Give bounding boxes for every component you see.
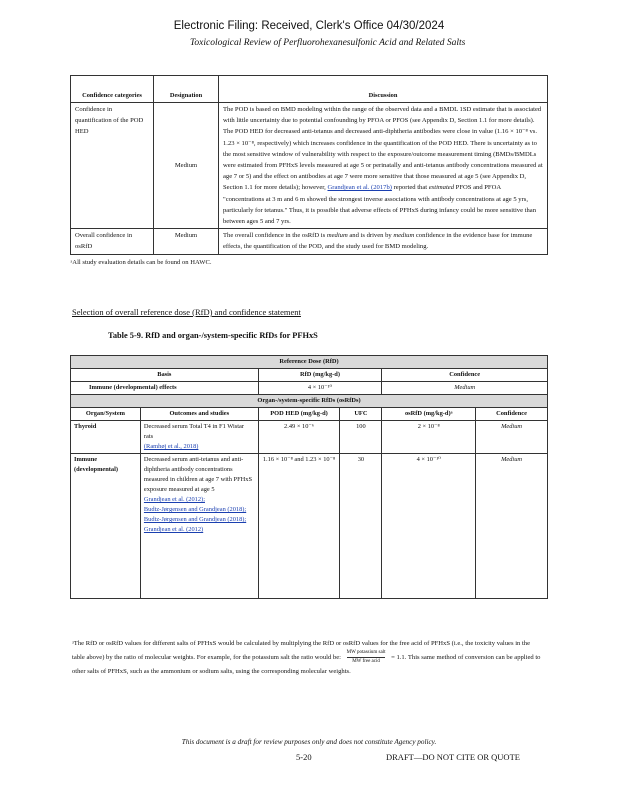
os-confidence-cell: Medium (476, 454, 548, 599)
conversion-text: ᵃThe RfD or osRfD values for different salts of PFHxS would be calculated by multiplying the RfD or osRfD values for the free acid of PFHxS (i.e., the toxicity values in the table above) by the ratio of molecular weights. For example, for the potassium salt the ratio would be: (72, 640, 531, 662)
ratio-denominator: MW free acid (352, 659, 380, 665)
conversion-note (72, 638, 542, 678)
table-row (71, 454, 548, 599)
filing-stamp: Electronic Filing: Received, Clerk's Office 04/30/2024 (173, 20, 445, 32)
table-row (71, 103, 548, 229)
outcome-cell (140, 421, 258, 454)
basis-cell: Immune (developmental) effects (71, 382, 259, 395)
outcome-cell (140, 454, 258, 599)
organ-cell: Immune (developmental) (71, 454, 141, 599)
study-link[interactable]: (Ramhøj et al., 2018) (143, 443, 199, 450)
section-heading: Selection of overall reference dose (RfD) and confidence statement (72, 307, 301, 317)
designation-cell: Medium (154, 103, 219, 229)
col-header-os-confidence: Confidence (476, 408, 548, 421)
pod-cell: 2.49 × 10⁻⁶ (258, 421, 340, 454)
page-number: 5-20 (296, 752, 312, 762)
pod-cell: 1.16 × 10⁻⁸ and 1.23 × 10⁻⁸ (258, 454, 340, 599)
ratio-numerator: MW potassium salt (347, 649, 386, 658)
col-header-confidence: Confidence categories (71, 76, 154, 103)
osrfd-cell: 4 × 10⁻¹⁰ (382, 454, 476, 599)
col-header-pod: POD HED (mg/kg-d) (258, 408, 340, 421)
study-link[interactable]: Grandjean et al. (2012); (143, 496, 205, 503)
outcome-text: Decreased serum anti-tetanus and anti-diphtheria antibody concentrations measured in children at age 7 with PFHxS exposure measured at age 5 (143, 456, 253, 493)
col-header-osrfd: osRfD (mg/kg-d)ᵃ (382, 408, 476, 421)
table-row (71, 382, 548, 395)
col-header-designation: Designation (154, 76, 219, 103)
draft-stamp: DRAFT—DO NOT CITE OR QUOTE (386, 752, 520, 762)
ufc-cell: 30 (340, 454, 382, 599)
running-title: Toxicological Review of Perfluorohexanesulfonic Acid and Related Salts (190, 38, 466, 48)
confidence-table (70, 75, 548, 270)
os-confidence-cell: Medium (476, 421, 548, 454)
designation-cell: Medium (154, 229, 219, 254)
draft-disclaimer: This document is a draft for review purposes only and does not constitute Agency policy. (181, 738, 437, 746)
discussion-text: and is driven by (347, 232, 394, 240)
ratio-fraction (347, 649, 386, 666)
outcome-text: Decreased serum Total T4 in F1 Wistar rats (143, 423, 245, 440)
rfd-table (70, 355, 548, 599)
category-cell: Overall confidence in osRfD (71, 229, 154, 254)
discussion-text: reported that (391, 184, 429, 192)
col-header-confidence: Confidence (382, 369, 548, 382)
discussion-cell (219, 229, 548, 254)
col-header-basis: Basis (71, 369, 259, 382)
discussion-cell (219, 103, 548, 229)
discussion-text: confidence in the evidence base for immune effects, the quantification of the POD, and the study used for BMD modeling. (223, 232, 533, 251)
discussion-text: medium (326, 232, 348, 240)
discussion-text: medium (393, 232, 415, 240)
discussion-text: The overall confidence in the osRfD is (223, 232, 327, 240)
discussion-text: PFOS and PFOA "concentrations at 3 m and 6 m showed the strongest inverse associations with antibody concentrations at age 5 yrs, particularly for tetanus." Thus, it is possible that adverse effects of PFHxS during infancy could be more sensitive than between ages 5 and 7 yrs. (223, 184, 537, 226)
table-footnote: ᵃAll study evaluation details can be found on HAWC. (70, 258, 212, 266)
band-osrfd: Organ-/system-specific RfDs (osRfDs) (71, 395, 548, 408)
discussion-text: The POD is based on BMD modeling within the range of the observed data and a BMDL 1SD estimate that is associated with little uncertainty due to potential confounding by PFOA or PFOS (see Appendix D, Section 1.1 for more details). The POD HED for decreased anti-tetanus and decreased anti-diphtheria antibodies were close in value (1.16 × 10⁻⁸ vs. 1.23 × 10⁻⁸, respectively) which increases confidence in the quantification of the POD HED. There is uncertainty as to the most sensitive window of vulnerability with respect to the exposure/outcome measurement timing (BMDs/BMDLs were estimated from PFHxS levels measured at age 5 or perinatally and anti-tetanus antibody concentrations measured at age 7 or 5) and the effect on antibodies at age 7 were more sensitive that those measured at age 5 (see Appendix D, Section 1.1 for more details); however, (223, 106, 543, 192)
table-row (71, 229, 548, 254)
rfd-cell: 4 × 10⁻¹⁰ (258, 382, 382, 395)
band-reference-dose: Reference Dose (RfD) (71, 356, 548, 369)
osrfd-cell: 2 × 10⁻⁸ (382, 421, 476, 454)
ufc-cell: 100 (340, 421, 382, 454)
discussion-text: estimated (428, 184, 455, 192)
col-header-outcomes: Outcomes and studies (140, 408, 258, 421)
category-cell: Confidence in quantification of the POD HED (71, 103, 154, 229)
col-header-organ: Organ/System (71, 408, 141, 421)
col-header-rfd: RfD (mg/kg-d) (258, 369, 382, 382)
table-title: Table 5-9. RfD and organ-/system-specific RfDs for PFHxS (108, 331, 318, 340)
table-row (71, 421, 548, 454)
col-header-discussion: Discussion (219, 76, 548, 103)
organ-cell: Thyroid (71, 421, 141, 454)
study-link[interactable]: Grandjean et al. (2017b) (327, 184, 392, 192)
conversion-tail: = 1.1. This same method of conversion can be applied to other salts of PFHxS, such as the ammonium or sodium salts, using the corresponding molecular weights. (72, 654, 541, 676)
rfd-confidence-cell: Medium (382, 382, 548, 395)
study-link[interactable]: Budtz-Jørgensen and Grandjean (2018); Budtz-Jørgensen and Grandjean (2018); Grandjean et al. (2012) (143, 506, 247, 533)
col-header-ufc: UFC (340, 408, 382, 421)
